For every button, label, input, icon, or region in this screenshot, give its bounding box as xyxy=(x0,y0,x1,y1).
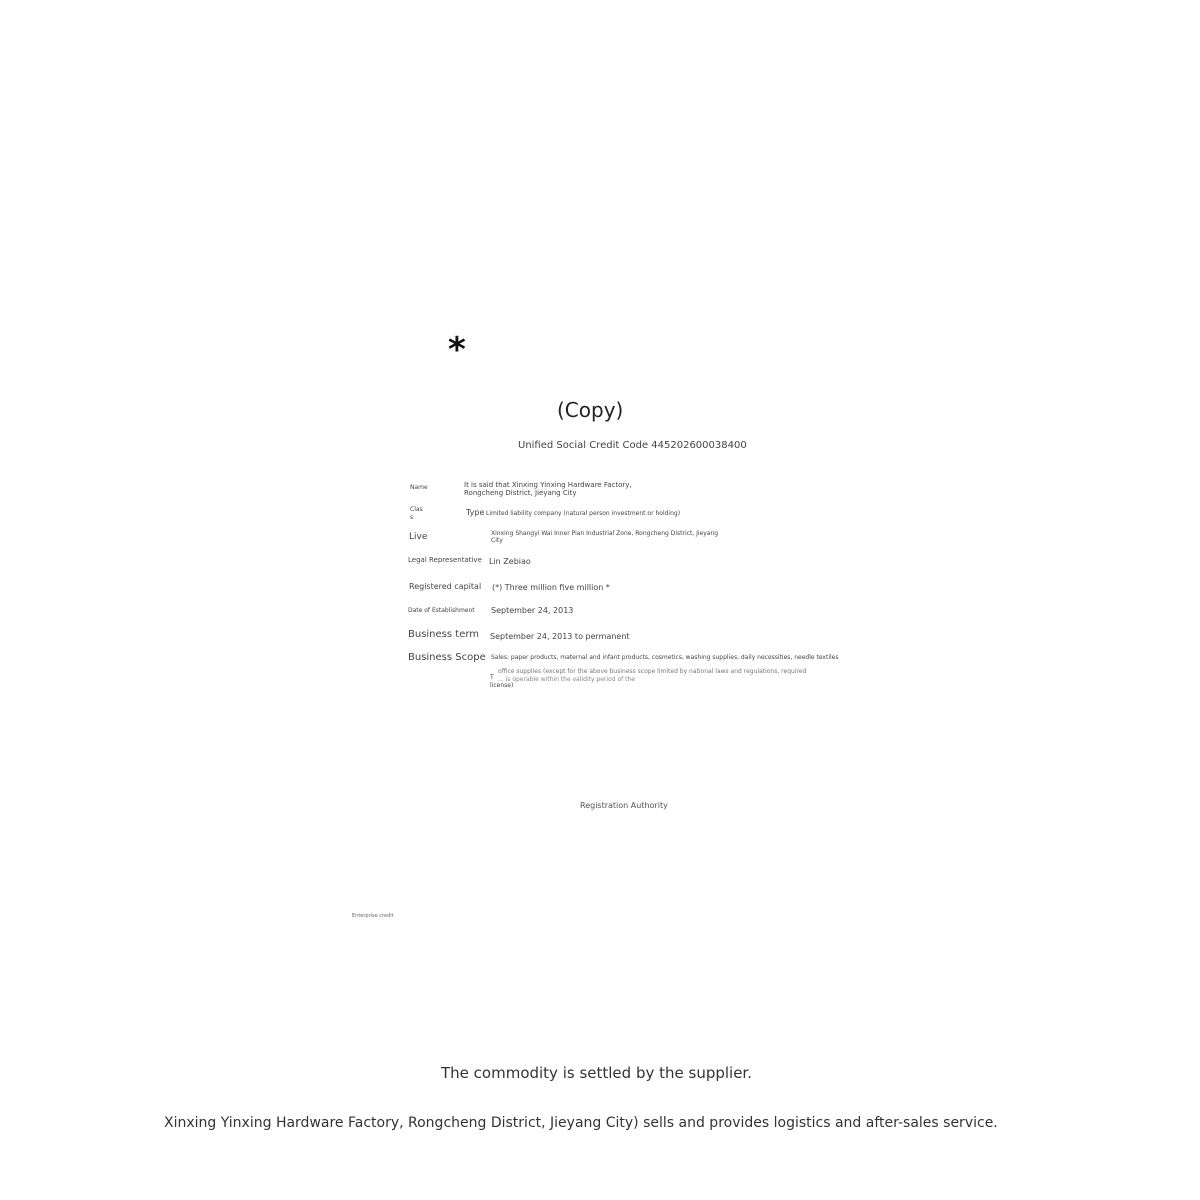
establish-label: Date of Establishment xyxy=(408,607,475,614)
establish-value: September 24, 2013 xyxy=(491,606,574,615)
scope-line3-prefix: T xyxy=(490,674,494,681)
scope-line2: office supplies (except for the above business scope limited by national laws and regulations, required xyxy=(498,668,807,675)
name-label: Name xyxy=(410,484,428,491)
term-label: Business term xyxy=(408,629,480,640)
enterprise-credit: Enterprise credit xyxy=(352,913,394,919)
class-label-1: Clas xyxy=(410,506,423,513)
copy-heading: (Copy) xyxy=(557,398,624,422)
registration-authority: Registration Authority xyxy=(580,801,668,810)
term-value: September 24, 2013 to permanent xyxy=(490,632,630,641)
capital-label: Registered capital xyxy=(409,582,482,591)
live-value-line2: City xyxy=(491,537,503,544)
capital-value: (*) Three million five million * xyxy=(492,583,610,592)
live-value-line1: Xinxing Shangyi Wai Inner Pian Industrial Zone, Rongcheng District, Jieyang xyxy=(491,530,719,537)
name-value-line1: It is said that Xinxing Yinxing Hardware Factory, xyxy=(464,481,632,489)
scope-line4: license) xyxy=(490,682,514,689)
credit-code: Unified Social Credit Code 445202600038400 xyxy=(518,440,747,451)
scope-line1: Sales: paper products, maternal and infant products, cosmetics, washing supplies, daily necessities, needle textiles xyxy=(491,654,839,661)
footer-settlement-note: The commodity is settled by the supplier. xyxy=(441,1064,752,1082)
asterisk-mark: * xyxy=(448,330,466,370)
scope-line3: ... is operable within the validity period of the xyxy=(498,676,635,683)
name-value-line2: Rongcheng District, Jieyang City xyxy=(464,489,577,497)
legal-rep-value: Lin Zebiao xyxy=(489,557,531,566)
class-label-2: s xyxy=(410,514,414,521)
footer-seller-note: Xinxing Yinxing Hardware Factory, Rongcheng District, Jieyang City) sells and provides logistics and after-sales service. xyxy=(164,1115,998,1131)
type-value: Limited liability company (natural person investment or holding) xyxy=(486,510,681,517)
live-label: Live xyxy=(409,532,428,542)
scope-label: Business Scope xyxy=(408,652,486,663)
legal-rep-label: Legal Representative xyxy=(408,556,482,564)
type-label: Type xyxy=(466,508,485,517)
